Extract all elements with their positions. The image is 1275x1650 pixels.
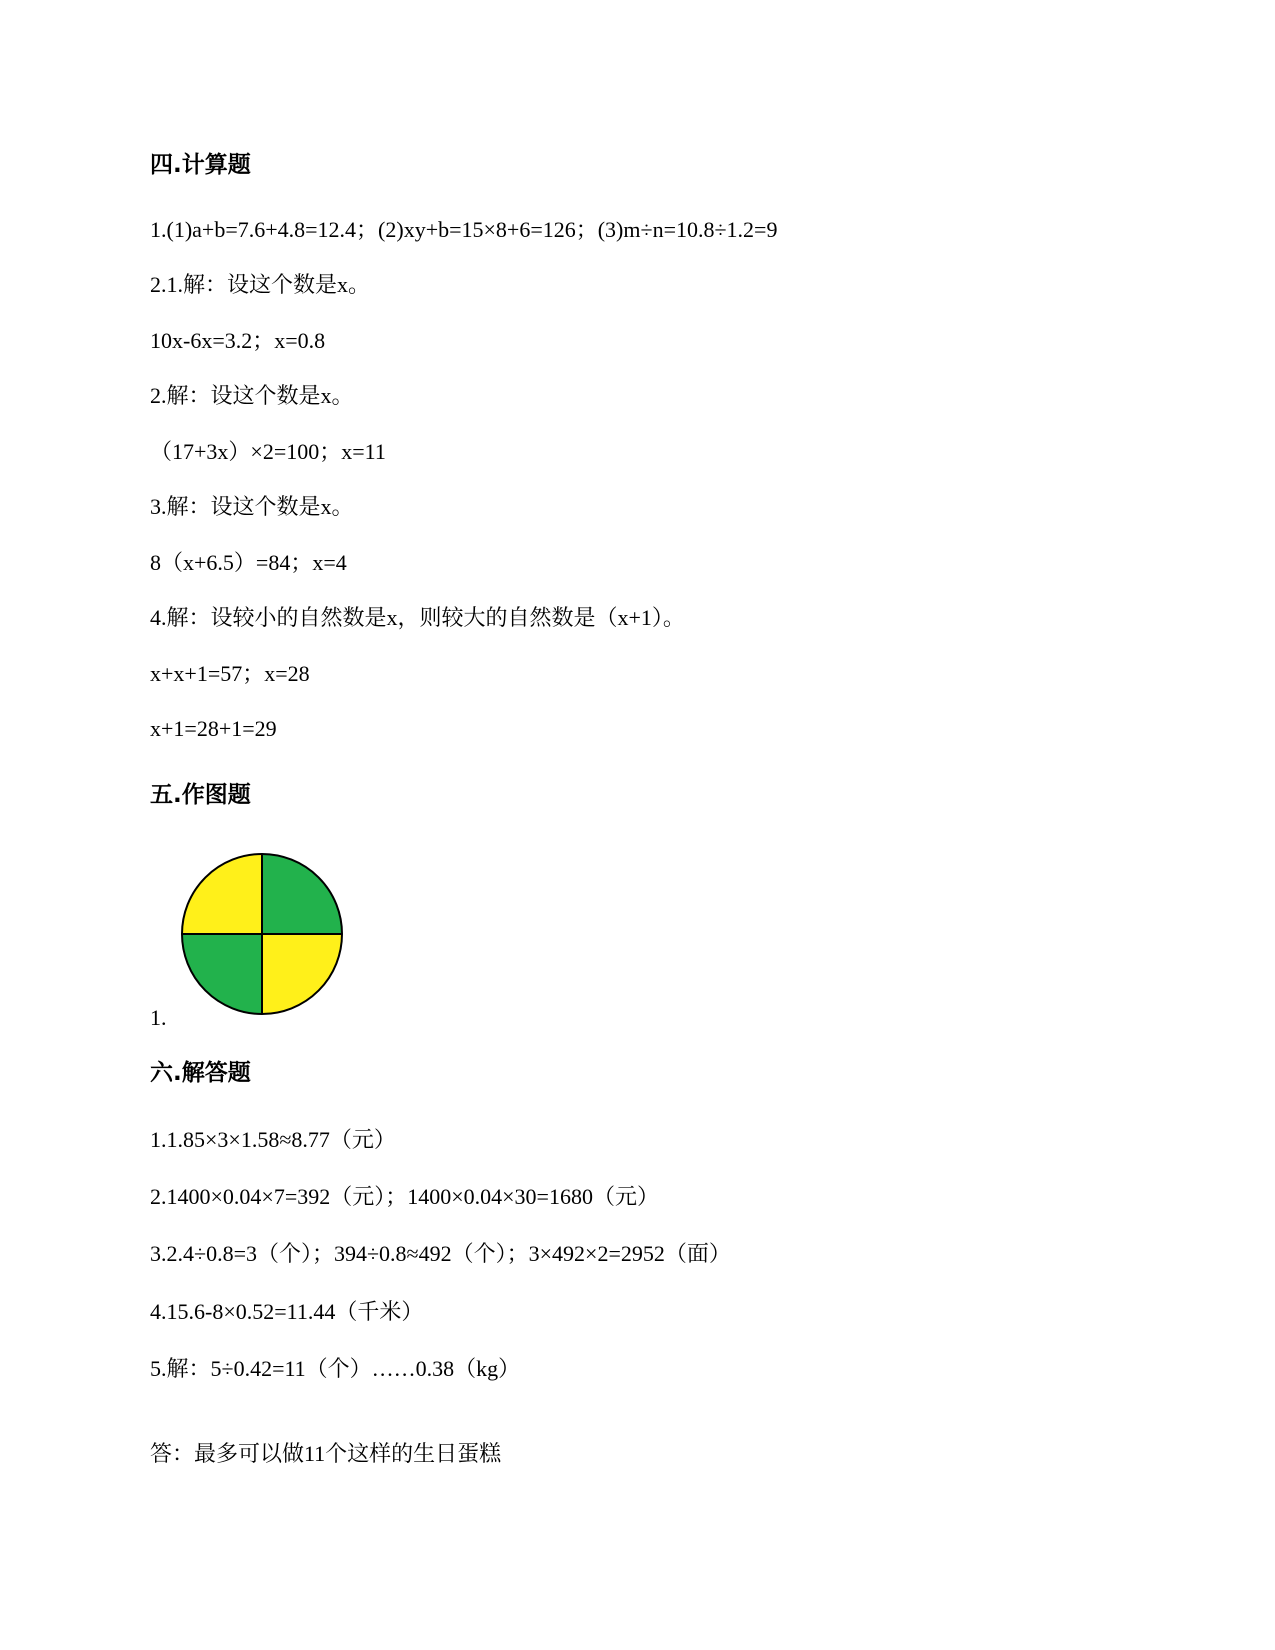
answer-conclusion: 答：最多可以做11个这样的生日蛋糕 (150, 1441, 502, 1466)
calc-line-6: 3.解：设这个数是x。 (150, 494, 354, 519)
calc-line-7: 8（x+6.5）=84；x=4 (150, 550, 347, 575)
calc-line-3: 10x-6x=3.2；x=0.8 (150, 328, 326, 353)
calc-line-9: x+x+1=57；x=28 (150, 661, 310, 686)
calc-line-4: 2.解：设这个数是x。 (150, 383, 354, 408)
section-heading-answers: 六.解答题 (150, 1060, 251, 1086)
answer-line-5: 5.解：5÷0.42=11（个）……0.38（kg） (150, 1356, 521, 1381)
calc-line-1: 1.(1)a+b=7.6+4.8=12.4；(2)xy+b=15×8+6=126；(3)m÷n=10.8÷1.2=9 (150, 217, 778, 242)
answer-line-4: 4.15.6-8×0.52=11.44（千米） (150, 1299, 424, 1324)
figure-item-label: 1. (150, 1005, 167, 1030)
section-heading-drawing: 五.作图题 (150, 782, 251, 808)
answer-line-3: 3.2.4÷0.8=3（个）；394÷0.8≈492（个）；3×492×2=2952（面） (150, 1241, 731, 1266)
calc-line-5: （17+3x）×2=100；x=11 (150, 439, 386, 464)
section-heading-calculation: 四.计算题 (150, 152, 251, 178)
answer-line-1: 1.1.85×3×1.58≈8.77（元） (150, 1127, 396, 1152)
calc-line-10: x+1=28+1=29 (150, 716, 277, 741)
calc-line-8: 4.解：设较小的自然数是x，则较大的自然数是（x+1）。 (150, 605, 685, 630)
answer-line-2: 2.1400×0.04×7=392（元）；1400×0.04×30=1680（元） (150, 1184, 659, 1209)
quartered-circle-figure (180, 852, 344, 1016)
calc-line-2: 2.1.解：设这个数是x。 (150, 272, 371, 297)
